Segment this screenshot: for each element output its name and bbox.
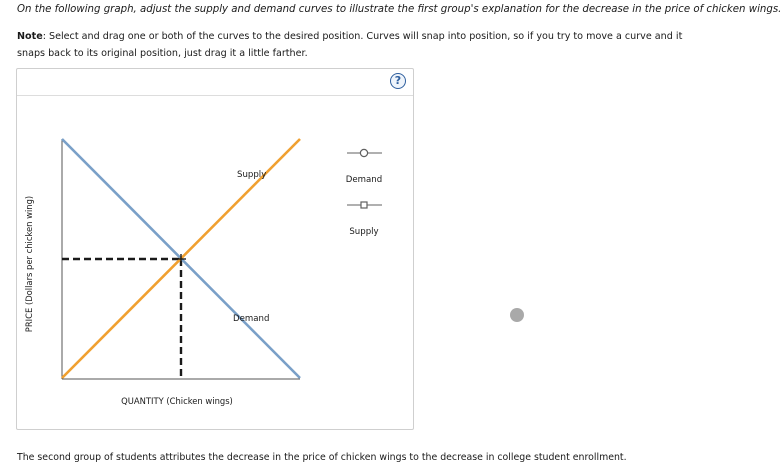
demand-tool-label: Demand <box>345 175 383 185</box>
y-axis-label: PRICE (Dollars per chicken wing) <box>24 195 34 333</box>
footer-text: The second group of students attributes the decrease in the price of chicken wings to the decrease in college student enrollment. <box>17 452 627 463</box>
graph-panel-header <box>17 69 413 96</box>
note-label: Note <box>17 31 43 42</box>
demand-tool-circle-icon <box>360 149 367 156</box>
supply-tool-label: Supply <box>349 227 379 237</box>
drag-handle-dot[interactable] <box>510 308 524 322</box>
demand-tool[interactable] <box>346 149 382 185</box>
x-axis-label: QUANTITY (Chicken wings) <box>121 396 233 406</box>
supply-curve-label: Supply <box>237 170 267 180</box>
note-body: : Select and drag one or both of the curves to the desired position. Curves will snap into position, so if you try to move a curve and it snaps back to its original position, just drag it a little farther. <box>17 31 683 59</box>
graph-panel <box>16 68 414 430</box>
demand-curve-label: Demand <box>233 314 270 324</box>
note-text <box>17 28 693 62</box>
graph-svg <box>17 96 413 430</box>
help-icon[interactable]: ? <box>390 73 406 89</box>
instruction-text: On the following graph, adjust the supply and demand curves to illustrate the first group's explanation for the decrease in the price of chicken wings. <box>17 4 781 15</box>
supply-tool[interactable] <box>347 202 382 237</box>
supply-tool-square-icon <box>361 202 367 208</box>
